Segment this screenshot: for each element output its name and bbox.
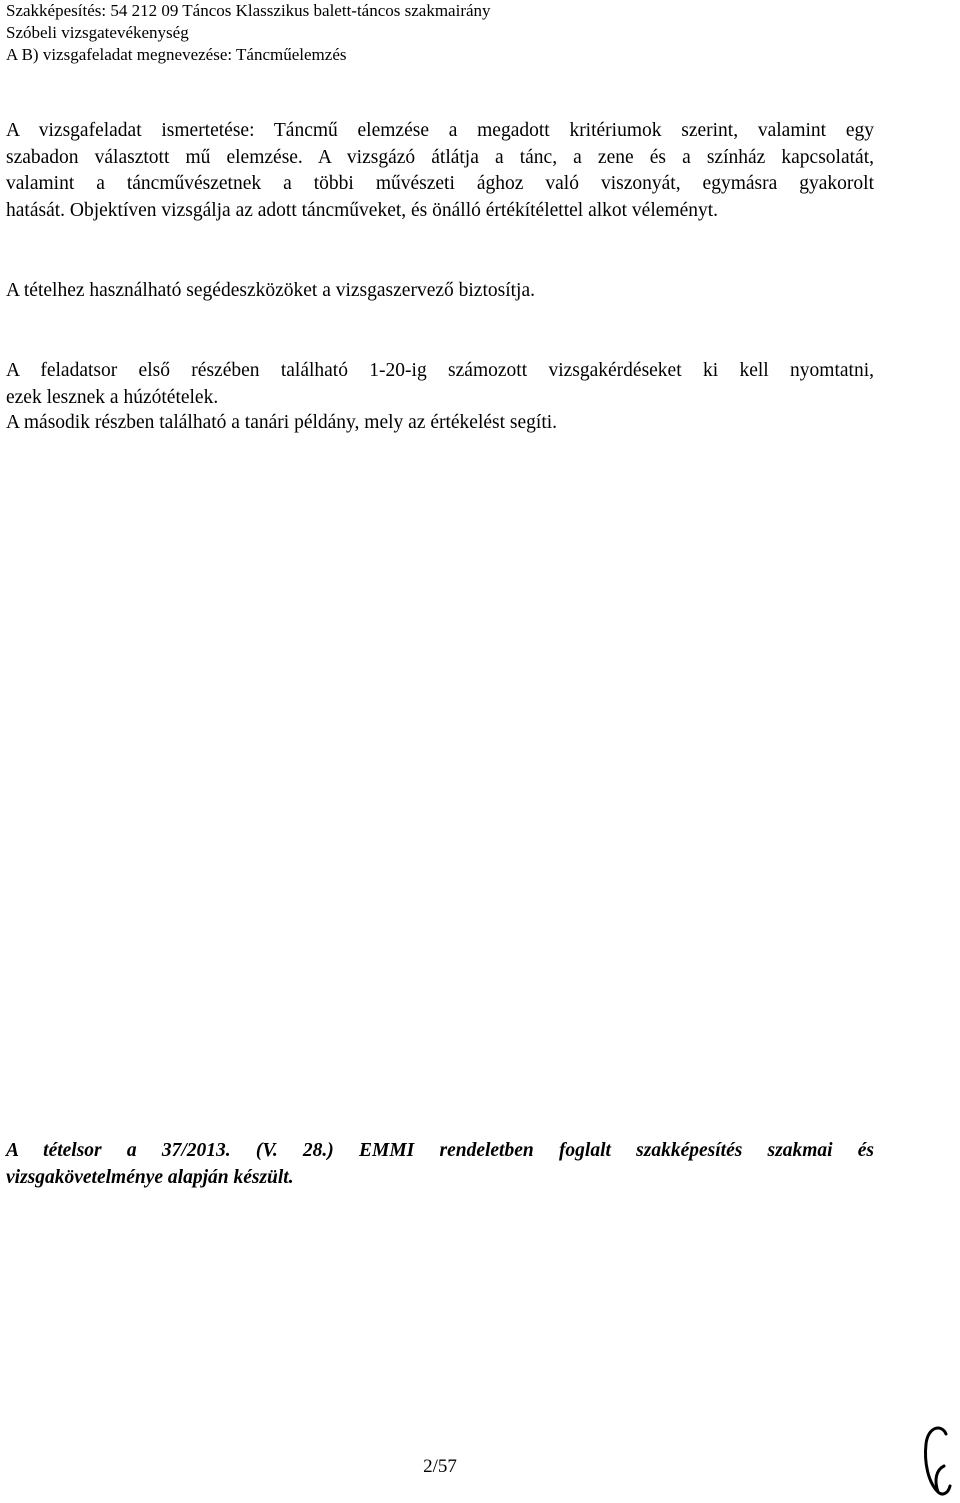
- header-qualification: Szakképesítés: 54 212 09 Táncos Klasszikus balett-táncos szakmairány: [6, 1, 491, 20]
- tools-paragraph: [6, 278, 874, 305]
- regulation-note: [6, 1137, 874, 1191]
- teacher-copy-paragraph: [6, 410, 874, 437]
- document-header: [6, 0, 491, 66]
- signature-mark: [916, 1420, 956, 1500]
- text-line: A feladatsor első részében található 1-20-ig számozott vizsgakérdéseket ki kell nyomtatni,: [6, 360, 874, 381]
- header-task-name: A B) vizsgafeladat megnevezése: Táncműelemzés: [6, 45, 347, 64]
- text-line: A vizsgafeladat ismertetése: Táncmű elemzése a megadott kritériumok szerint, valamint egy: [6, 120, 874, 141]
- print-instructions-paragraph: [6, 358, 874, 411]
- text-line: hatását. Objektíven vizsgálja az adott táncműveket, és önálló értékítélettel alkot véleményt.: [6, 199, 719, 221]
- text-line: A tételsor a 37/2013. (V. 28.) EMMI rendeletben foglalt szakképesítés szakmai és: [6, 1140, 874, 1161]
- header-exam-activity: Szóbeli vizsgatevékenység: [6, 23, 189, 42]
- text-line: vizsgakövetelménye alapján készült.: [6, 1167, 294, 1188]
- task-description-paragraph: [6, 118, 874, 224]
- text-line: ezek lesznek a húzótételek.: [6, 386, 219, 408]
- text-line: szabadon választott mű elemzése. A vizsgázó átlátja a tánc, a zene és a színház kapcsolatát,: [6, 146, 874, 168]
- text-line: valamint a táncművészetnek a többi művészeti ághoz való viszonyát, egymásra gyakorolt: [6, 173, 874, 194]
- text-line: A tételhez használható segédeszközöket a vizsgaszervező biztosítja.: [6, 280, 535, 301]
- text-line: A második részben található a tanári példány, mely az értékelést segíti.: [6, 412, 558, 433]
- page-number: 2/57: [423, 1456, 457, 1477]
